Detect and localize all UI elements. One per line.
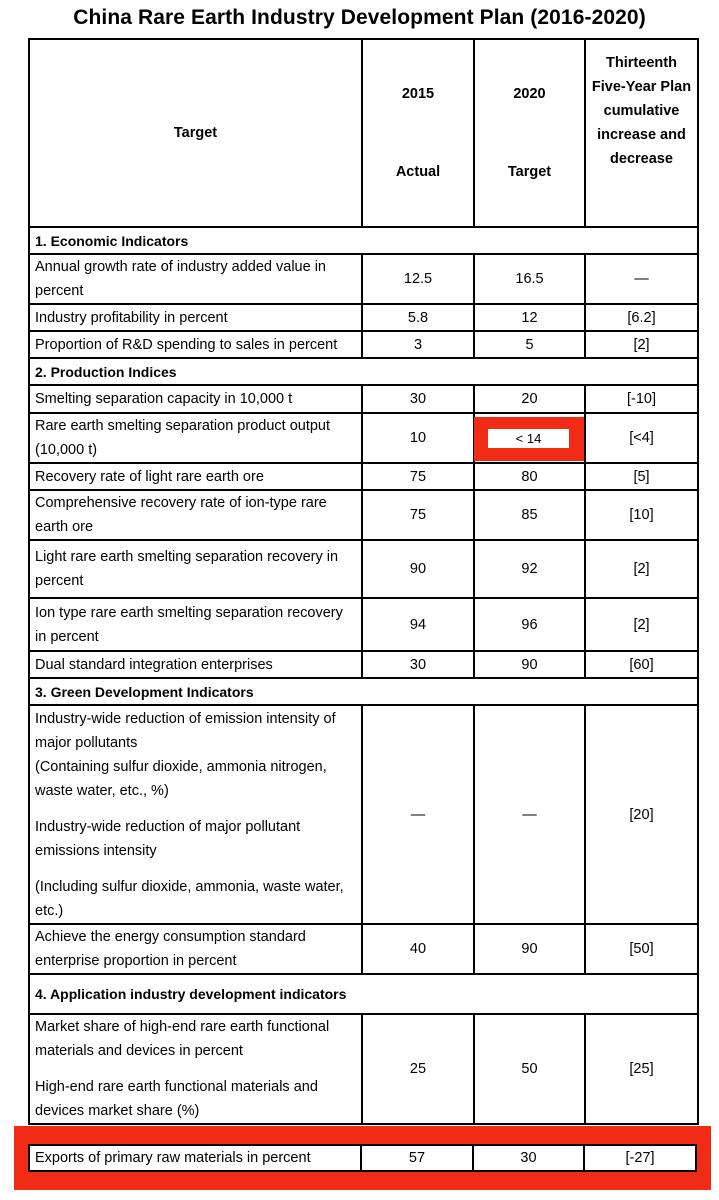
value-2015: 75 bbox=[362, 463, 474, 490]
row-label: Industry-wide reduction of emission intensity of major pollutants (Containing sulfur dioxide, ammonia nitrogen, waste water, etc., %) Industry-wide reduction of major pollutant emissions intensity (Including sulfur dioxide, ammonia, waste water, etc.) bbox=[29, 705, 362, 924]
value-2020: 5 bbox=[474, 331, 585, 358]
header-2020-year: 2020 bbox=[513, 86, 546, 102]
value-2020: — bbox=[474, 705, 585, 924]
row-label: Comprehensive recovery rate of ion-type rare earth ore bbox=[29, 490, 362, 540]
row-label: Proportion of R&D spending to sales in percent bbox=[29, 331, 362, 358]
table-row bbox=[29, 254, 698, 304]
table-row bbox=[29, 598, 698, 651]
value-2020: 12 bbox=[474, 304, 585, 331]
header-2015-year: 2015 bbox=[401, 86, 435, 102]
value-2020: 16.5 bbox=[474, 254, 585, 304]
value-2015: 12.5 bbox=[362, 254, 474, 304]
section-production: 2. Production Indices bbox=[29, 358, 698, 385]
table-row bbox=[29, 540, 698, 598]
value-change: [-27] bbox=[625, 1150, 655, 1166]
value-change: [<4] bbox=[585, 413, 698, 463]
section-row bbox=[29, 227, 698, 254]
row-label: Light rare earth smelting separation recovery in percent bbox=[29, 540, 362, 598]
highlighted-table-row bbox=[28, 1144, 697, 1172]
header-target: Target bbox=[29, 39, 362, 227]
section-row bbox=[29, 974, 698, 1014]
highlighted-value-2020: < 14 bbox=[488, 429, 569, 448]
value-2020: 92 bbox=[474, 540, 585, 598]
header-2015 bbox=[362, 39, 474, 227]
row-label: Ion type rare earth smelting separation recovery in percent bbox=[29, 598, 362, 651]
value-change: [60] bbox=[585, 651, 698, 678]
value-2015: 57 bbox=[362, 1146, 474, 1170]
value-2015: 5.8 bbox=[362, 304, 474, 331]
section-green: 3. Green Development Indicators bbox=[29, 678, 698, 705]
value-2020: 30 bbox=[474, 1146, 585, 1170]
header-2020 bbox=[474, 39, 585, 227]
value-2015: 30 bbox=[362, 651, 474, 678]
value-change: [6.2] bbox=[585, 304, 698, 331]
table-row bbox=[29, 705, 698, 924]
header-plan-change: Thirteenth Five-Year Plan cumulative increase and decrease bbox=[585, 39, 698, 227]
value-change: [5] bbox=[585, 463, 698, 490]
value-change: [50] bbox=[585, 924, 698, 974]
row-label: Market share of high-end rare earth functional materials and devices in percent High-end rare earth functional materials and devices market share (%) bbox=[29, 1014, 362, 1124]
value-2015: — bbox=[362, 705, 474, 924]
row-label: Annual growth rate of industry added value in percent bbox=[29, 254, 362, 304]
value-change: [2] bbox=[585, 540, 698, 598]
row-label: Smelting separation capacity in 10,000 t bbox=[29, 385, 362, 413]
value-2015: 40 bbox=[362, 924, 474, 974]
header-2020-target: Target bbox=[507, 164, 552, 180]
table-row bbox=[29, 924, 698, 974]
value-2015: 75 bbox=[362, 490, 474, 540]
value-change: [20] bbox=[585, 705, 698, 924]
row-label: Industry profitability in percent bbox=[29, 304, 362, 331]
value-2015: 10 bbox=[362, 413, 474, 463]
value-change: [25] bbox=[585, 1014, 698, 1124]
section-application: 4. Application industry development indicators bbox=[29, 974, 698, 1014]
row-label: Exports of primary raw materials in percent bbox=[30, 1146, 362, 1170]
header-row bbox=[29, 39, 698, 227]
row-label: Rare earth smelting separation product output (10,000 t) bbox=[29, 413, 362, 463]
value-2020: 90 bbox=[474, 924, 585, 974]
value-2020: 50 bbox=[474, 1014, 585, 1124]
value-2015: 90 bbox=[362, 540, 474, 598]
table-row bbox=[29, 651, 698, 678]
value-2015: 3 bbox=[362, 331, 474, 358]
row-label: Achieve the energy consumption standard enterprise proportion in percent bbox=[29, 924, 362, 974]
table-row bbox=[29, 385, 698, 413]
value-2020: 90 bbox=[474, 651, 585, 678]
value-2015: 30 bbox=[362, 385, 474, 413]
table-row bbox=[29, 463, 698, 490]
section-row bbox=[29, 678, 698, 705]
value-change: [-10] bbox=[585, 385, 698, 413]
value-2015: 25 bbox=[362, 1014, 474, 1124]
value-2015: 94 bbox=[362, 598, 474, 651]
value-2020: 20 bbox=[474, 385, 585, 413]
section-row bbox=[29, 358, 698, 385]
row-label: Recovery rate of light rare earth ore bbox=[29, 463, 362, 490]
indicator-table bbox=[28, 38, 699, 1125]
value-change: [2] bbox=[585, 598, 698, 651]
table-row bbox=[29, 304, 698, 331]
table-row bbox=[29, 413, 698, 463]
row-label: Dual standard integration enterprises bbox=[29, 651, 362, 678]
page-title: China Rare Earth Industry Development Plan (2016-2020) bbox=[73, 6, 646, 29]
value-2020: 80 bbox=[474, 463, 585, 490]
header-2015-actual: Actual bbox=[395, 164, 441, 180]
value-change: [2] bbox=[585, 331, 698, 358]
table-row bbox=[29, 1014, 698, 1124]
table-row bbox=[29, 331, 698, 358]
value-change: — bbox=[585, 254, 698, 304]
value-2020: 96 bbox=[474, 598, 585, 651]
section-economic: 1. Economic Indicators bbox=[29, 227, 698, 254]
table-row bbox=[29, 490, 698, 540]
value-2020: 85 bbox=[474, 490, 585, 540]
value-change: [10] bbox=[585, 490, 698, 540]
